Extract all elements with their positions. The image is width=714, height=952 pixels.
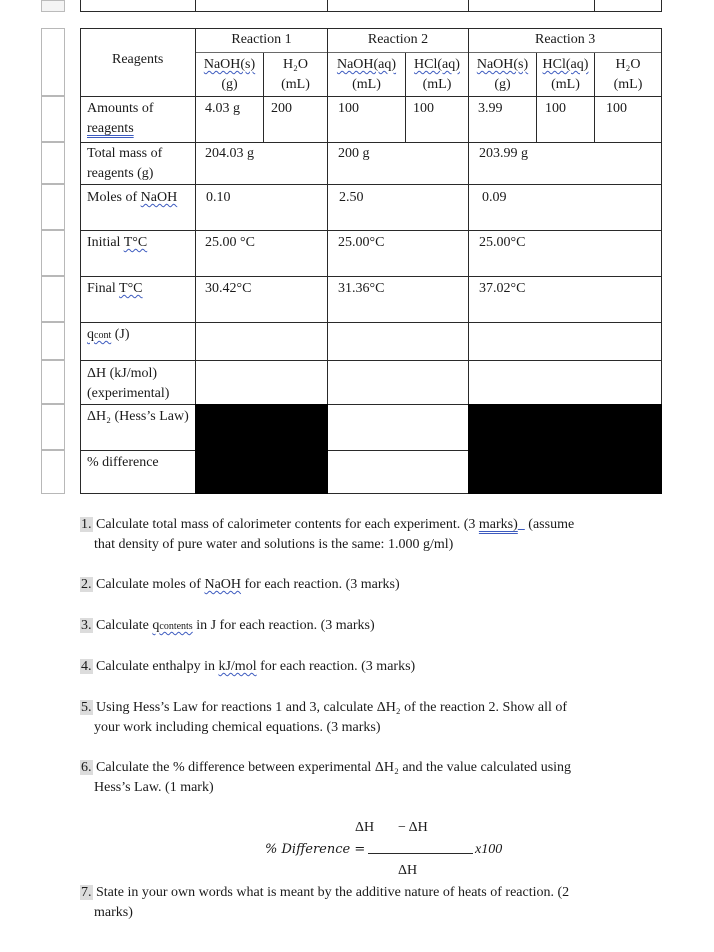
reaction-1-header: Reaction 1 — [231, 32, 292, 47]
blackout-r3-hess — [468, 404, 662, 494]
amount-r1-h2o: 200 — [271, 101, 292, 116]
final-temp-label: Final T°C — [87, 281, 143, 296]
amount-r2-hcl: 100 — [413, 101, 434, 116]
r1-h2o-header: H₂O (mL) — [281, 57, 310, 92]
moles-r3: 0.09 — [482, 190, 507, 205]
moles-label: Moles of NaOH — [87, 190, 178, 205]
r2-naoh-header: NaOH(aq) (mL) — [336, 57, 397, 92]
total-mass-r2: 200 g — [338, 146, 370, 161]
question-6: 6. Calculate the % difference between experimental ΔH₂ and the value calculated using Hess’s Law. (1 mark) — [81, 760, 572, 795]
initial-temp-r3: 25.00°C — [479, 235, 526, 250]
amount-r3-hcl: 100 — [545, 101, 566, 116]
r2-hcl-header: HCl(aq) (mL) — [414, 57, 460, 92]
blackout-r1-hess — [195, 404, 328, 494]
r1-naoh-header: NaOH(s) (g) — [203, 57, 256, 92]
reagents-header: Reagents — [112, 52, 164, 67]
initial-temp-r2: 25.00°C — [338, 235, 385, 250]
formula-numerator-b: − ΔH — [398, 820, 428, 835]
question-4: 4. Calculate enthalpy in kJ/mol for each reaction. (3 marks) — [81, 659, 416, 674]
total-mass-r3: 203.99 g — [479, 146, 528, 161]
final-temp-r2: 31.36°C — [338, 281, 385, 296]
reaction-3-header: Reaction 3 — [535, 32, 596, 47]
initial-temp-label: Initial T°C — [87, 235, 148, 250]
qcont-label: qcont (J) — [87, 327, 130, 342]
reaction-2-header: Reaction 2 — [367, 32, 429, 47]
formula-lhs: % Difference = — [265, 842, 366, 857]
initial-temp-r1: 25.00 °C — [205, 235, 255, 250]
hess-law-label: ΔH₂ (Hess’s Law) — [87, 409, 189, 424]
formula-numerator-a: ΔH — [355, 820, 375, 835]
amounts-label: Amounts of reagents — [87, 101, 154, 136]
moles-r2: 2.50 — [339, 190, 364, 205]
dh-experimental-label: ΔH (kJ/mol) (experimental) — [87, 366, 170, 401]
amount-r3-h2o: 100 — [606, 101, 627, 116]
r3-h2o-header: H₂O (mL) — [613, 57, 643, 92]
amount-r3-naoh: 3.99 — [478, 101, 503, 116]
r3-hcl-header: HCl(aq) (mL) — [542, 57, 589, 92]
percent-difference-label: % difference — [87, 455, 159, 470]
question-7: 7. State in your own words what is meant by the additive nature of heats of reaction. (2 marks) — [81, 885, 570, 920]
total-mass-r1: 204.03 g — [205, 146, 254, 161]
moles-r1: 0.10 — [206, 190, 231, 205]
formula-times: x100 — [475, 842, 503, 857]
r3-naoh-header: NaOH(s) (g) — [476, 57, 529, 92]
amount-r1-naoh: 4.03 g — [205, 101, 240, 116]
question-2: 2. Calculate moles of NaOH for each reaction. (3 marks) — [81, 577, 400, 592]
fraction-bar — [368, 853, 473, 854]
amount-r2-naoh: 100 — [338, 101, 359, 116]
formula-denominator: ΔH — [398, 863, 418, 878]
question-3: 3. Calculate qcontents in J for each reaction. (3 marks) — [81, 618, 375, 633]
question-1: 1. Calculate total mass of calorimeter contents for each experiment. (3 marks) (assume that density of pure water and solutions is the same: 1.000 g/ml) — [81, 517, 575, 552]
total-mass-label: Total mass of reagents (g) — [87, 146, 163, 181]
final-temp-r1: 30.42°C — [205, 281, 252, 296]
question-5: 5. Using Hess’s Law for reactions 1 and 3, calculate ΔH₂ of the reaction 2. Show all of your work including chemical equations. (3 marks) — [81, 700, 568, 735]
final-temp-r3: 37.02°C — [479, 281, 526, 296]
